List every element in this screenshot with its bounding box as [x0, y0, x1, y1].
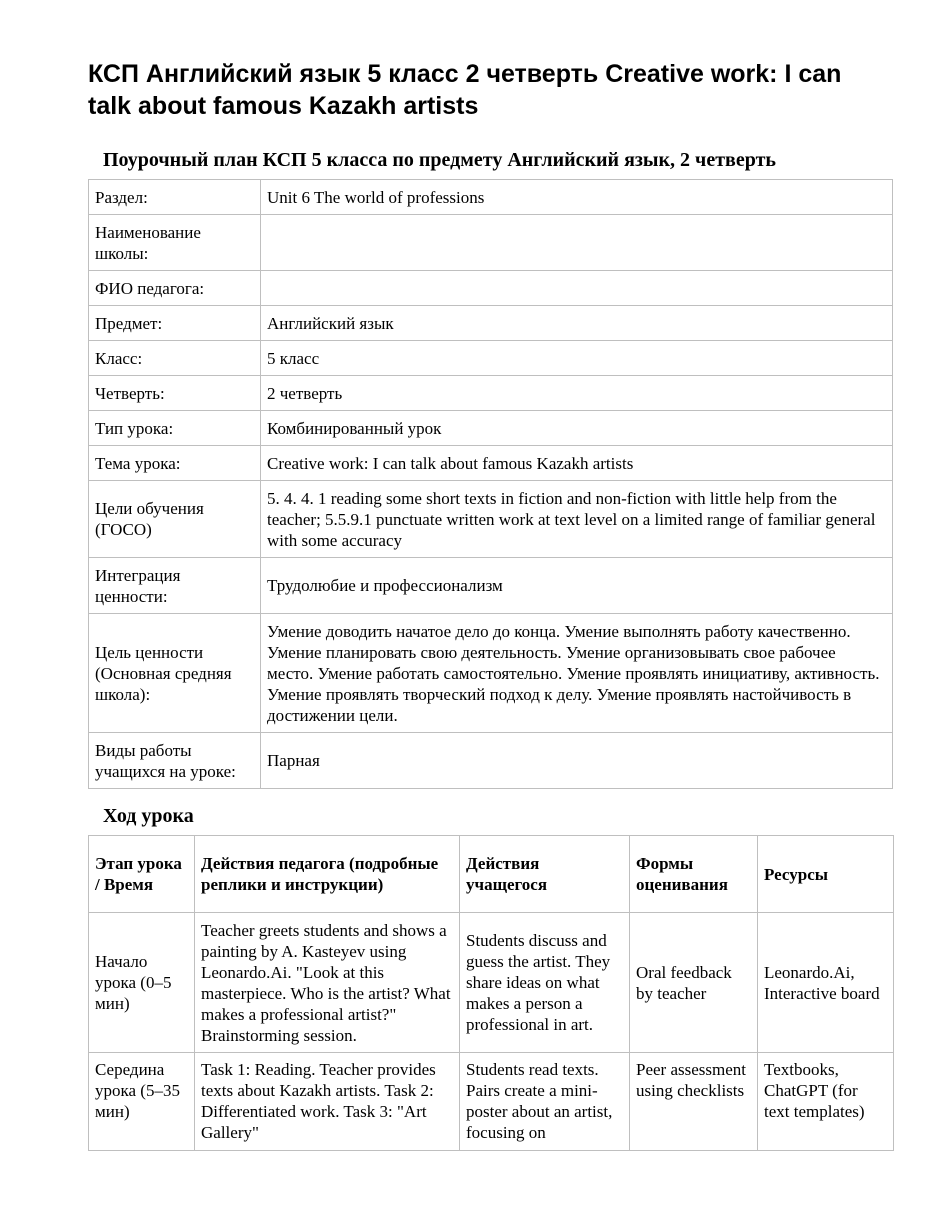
row-label: Наименование школы: — [89, 215, 261, 271]
row-label: Предмет: — [89, 306, 261, 341]
row-value: Парная — [261, 733, 893, 789]
table-row — [89, 341, 893, 376]
row-value: Unit 6 The world of professions — [261, 180, 893, 215]
table-row — [89, 1053, 894, 1151]
column-header-assessment: Формы оценивания — [630, 836, 758, 913]
row-label: Цель ценности (Основная средняя школа): — [89, 614, 261, 733]
table-row — [89, 733, 893, 789]
lesson-flow-table — [88, 835, 894, 1151]
row-label: Класс: — [89, 341, 261, 376]
table-row — [89, 446, 893, 481]
table-row — [89, 913, 894, 1053]
column-header-student-actions: Действия учащегося — [460, 836, 630, 913]
row-label: Тема урока: — [89, 446, 261, 481]
row-value: Комбинированный урок — [261, 411, 893, 446]
row-value: Английский язык — [261, 306, 893, 341]
student-actions-cell: Students discuss and guess the artist. They share ideas on what makes a person a professional in art. — [460, 913, 630, 1053]
column-header-teacher-actions: Действия педагога (подробные реплики и инструкции) — [195, 836, 460, 913]
table-row — [89, 271, 893, 306]
row-label: Виды работы учащихся на уроке: — [89, 733, 261, 789]
row-value: Умение доводить начатое дело до конца. Умение выполнять работу качественно. Умение планировать свою деятельность. Умение организовывать свое рабочее место. Умение работать самостоятельно. Умение проявлять инициативу, активность. Умение проявлять творческий подход к делу. Умение проявлять настойчивость в достижении цели. — [261, 614, 893, 733]
lesson-info-table — [88, 179, 893, 789]
table-row — [89, 481, 893, 558]
table-row — [89, 306, 893, 341]
plan-heading: Поурочный план КСП 5 класса по предмету Английский язык, 2 четверть — [103, 149, 776, 171]
row-value — [261, 271, 893, 306]
table-row — [89, 376, 893, 411]
table-row — [89, 411, 893, 446]
row-value: Трудолюбие и профессионализм — [261, 558, 893, 614]
row-label: Тип урока: — [89, 411, 261, 446]
row-value — [261, 215, 893, 271]
row-value: 5 класс — [261, 341, 893, 376]
row-value: Creative work: I can talk about famous Kazakh artists — [261, 446, 893, 481]
column-header-resources: Ресурсы — [758, 836, 894, 913]
row-value: 2 четверть — [261, 376, 893, 411]
stage-cell: Середина урока (5–35 мин) — [89, 1053, 195, 1151]
table-row — [89, 180, 893, 215]
teacher-actions-cell: Teacher greets students and shows a painting by A. Kasteyev using Leonardo.Ai. "Look at this masterpiece. Who is the artist? What makes a professional artist?" Brainstorming session. — [195, 913, 460, 1053]
row-label: Цели обучения (ГОСО) — [89, 481, 261, 558]
row-label: Четверть: — [89, 376, 261, 411]
table-row — [89, 215, 893, 271]
row-label: Интеграция ценности: — [89, 558, 261, 614]
row-label: ФИО педагога: — [89, 271, 261, 306]
lesson-heading: Ход урока — [103, 805, 194, 827]
row-label: Раздел: — [89, 180, 261, 215]
document-title: КСП Английский язык 5 класс 2 четверть Creative work: I can talk about famous Kazakh artists — [88, 60, 842, 120]
stage-cell: Начало урока (0–5 мин) — [89, 913, 195, 1053]
column-header-stage: Этап урока / Время — [89, 836, 195, 913]
resources-cell: Leonardo.Ai, Interactive board — [758, 913, 894, 1053]
resources-cell: Textbooks, ChatGPT (for text templates) — [758, 1053, 894, 1151]
assessment-cell: Peer assessment using checklists — [630, 1053, 758, 1151]
table-row — [89, 614, 893, 733]
assessment-cell: Oral feedback by teacher — [630, 913, 758, 1053]
row-value: 5. 4. 4. 1 reading some short texts in fiction and non-fiction with little help from the teacher; 5.5.9.1 punctuate written work at text level on a limited range of familiar general with some accuracy — [261, 481, 893, 558]
teacher-actions-cell: Task 1: Reading. Teacher provides texts about Kazakh artists. Task 2: Differentiated work. Task 3: "Art Gallery" — [195, 1053, 460, 1151]
table-row — [89, 558, 893, 614]
table-header-row — [89, 836, 894, 913]
student-actions-cell: Students read texts. Pairs create a mini-poster about an artist, focusing on — [460, 1053, 630, 1151]
